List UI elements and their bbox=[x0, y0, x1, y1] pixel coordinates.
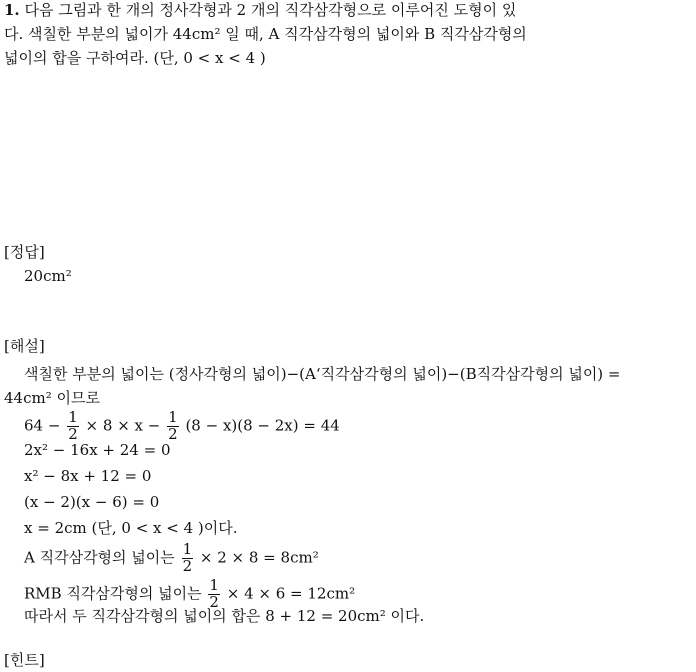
equation-1 bbox=[24, 410, 340, 443]
eq6-post: × 2 × 8 = 8cm² bbox=[199, 548, 319, 567]
eq1-frac1-den: 2 bbox=[68, 424, 78, 443]
eq1-frac2-den: 2 bbox=[168, 424, 178, 443]
problem-line-1 bbox=[4, 0, 516, 20]
eq1-frac2-num: 1 bbox=[168, 408, 178, 426]
eq7-frac-den: 2 bbox=[209, 592, 219, 611]
equation-5: x = 2cm (단, 0 < x < 4 )이다. bbox=[24, 519, 238, 537]
equation-6 bbox=[24, 542, 319, 575]
problem-line-3: 넓이의 합을 구하여라. (단, 0 < x < 4 ) bbox=[4, 49, 266, 67]
answer-heading: [정답] bbox=[4, 243, 45, 261]
explanation-line-1: 색칠한 부분의 넓이는 (정사각형의 넓이)−(A‘직각삼각형의 넓이)−(B직각삼각형의 넓이) = bbox=[24, 365, 621, 383]
eq1-fraction-2 bbox=[167, 410, 179, 443]
eq6-pre: A 직각삼각형의 넓이는 bbox=[24, 548, 175, 567]
eq7-post: × 4 × 6 = 12cm² bbox=[226, 584, 356, 603]
eq1-pre: 64 − bbox=[24, 416, 61, 435]
explanation-line-2: 44cm² 이므로 bbox=[4, 389, 100, 407]
hint-heading: [힌트] bbox=[4, 651, 45, 669]
eq6-fraction bbox=[182, 542, 194, 575]
eq7-pre: RMB 직각삼각형의 넓이는 bbox=[24, 584, 202, 603]
eq1-mid: × 8 × x − bbox=[85, 416, 161, 435]
explanation-heading: [해설] bbox=[4, 337, 45, 355]
eq1-post: (8 − x)(8 − 2x) = 44 bbox=[185, 416, 340, 435]
eq1-fraction-1 bbox=[67, 410, 79, 443]
eq6-frac-num: 1 bbox=[182, 540, 193, 558]
problem-line-2: 다. 색칠한 부분의 넓이가 44cm² 일 때, A 직각삼각형의 넓이와 B 직각삼각형의 bbox=[4, 25, 527, 43]
equation-8: 따라서 두 직각삼각형의 넓이의 합은 8 + 12 = 20cm² 이다. bbox=[24, 607, 425, 625]
problem-number: 1. bbox=[4, 1, 20, 19]
eq6-frac-den: 2 bbox=[182, 556, 193, 575]
eq7-frac-num: 1 bbox=[209, 576, 219, 594]
equation-4: (x − 2)(x − 6) = 0 bbox=[24, 493, 160, 511]
equation-3: x² − 8x + 12 = 0 bbox=[24, 467, 152, 485]
answer-value: 20cm² bbox=[24, 267, 72, 285]
equation-2: 2x² − 16x + 24 = 0 bbox=[24, 441, 171, 459]
eq1-frac1-num: 1 bbox=[68, 408, 78, 426]
problem-text-1: 다음 그림과 한 개의 정사각형과 2 개의 직각삼각형으로 이루어진 도형이 있 bbox=[24, 1, 517, 19]
